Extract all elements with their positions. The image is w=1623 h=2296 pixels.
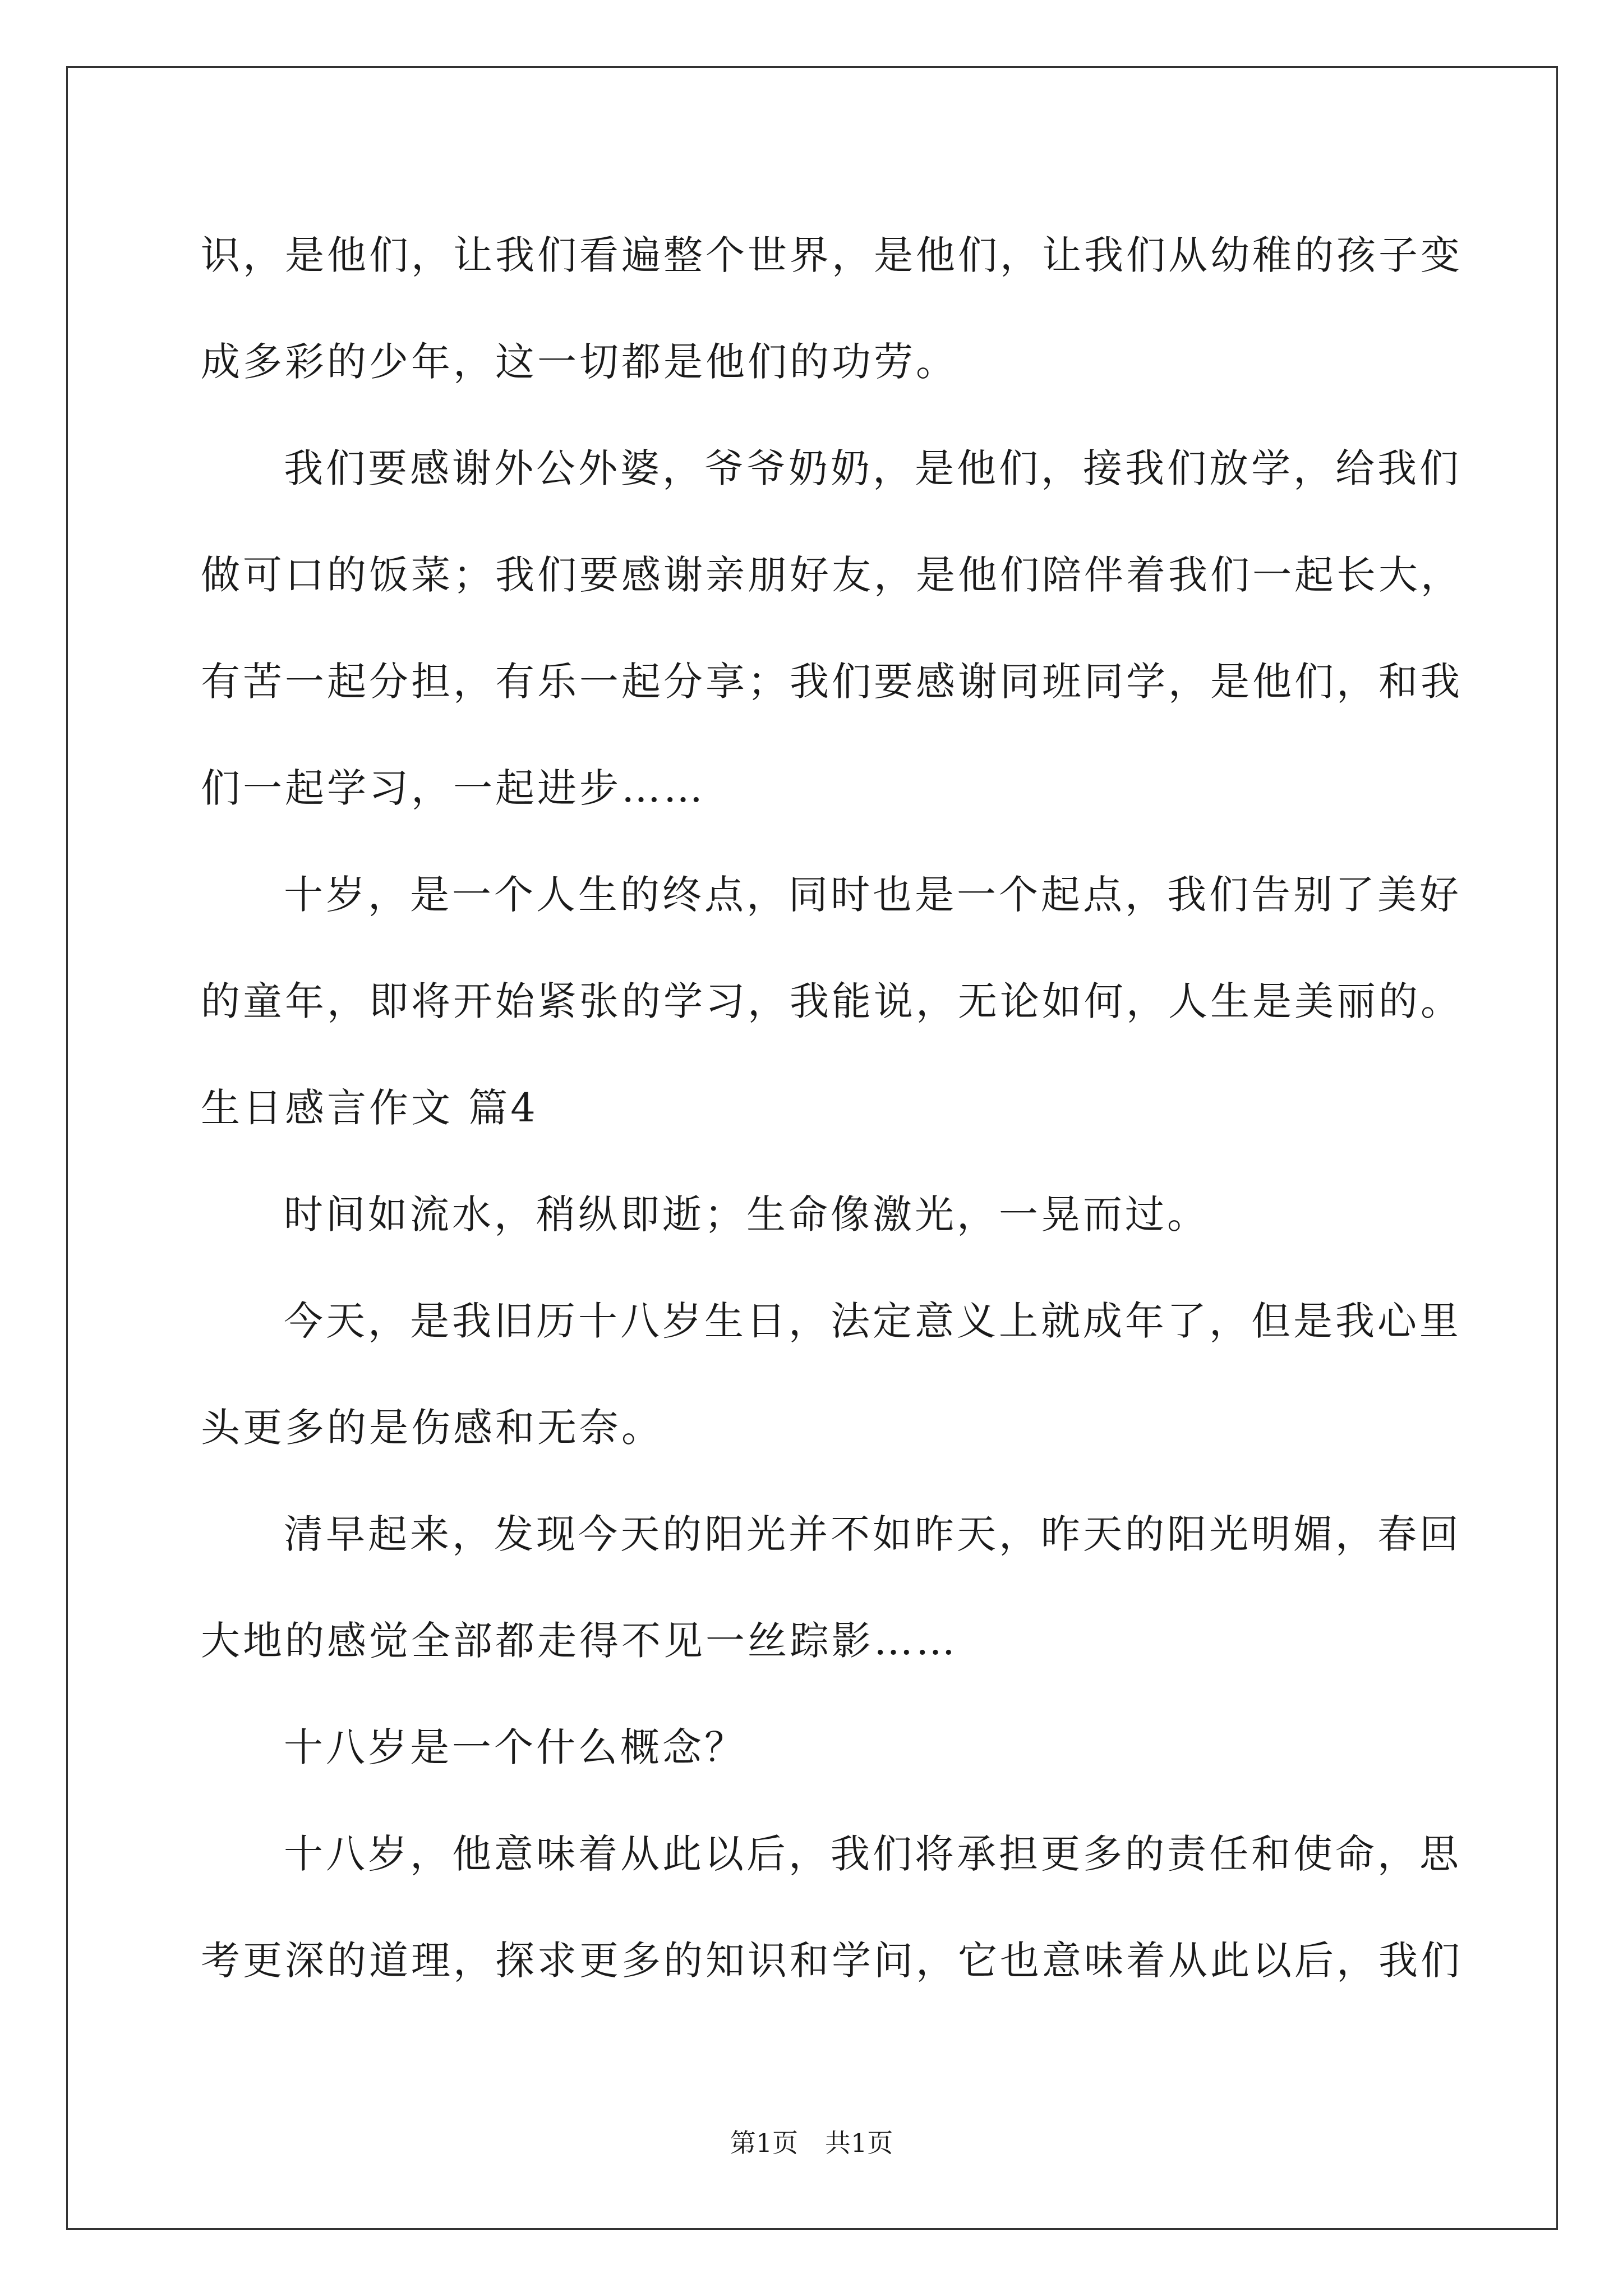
text-line-6: 们一起学习，一起进步……: [201, 765, 706, 811]
section-heading: 生日感言作文 篇4: [201, 1085, 538, 1131]
text-line-1: 识，是他们，让我们看遍整个世界，是他们，让我们从幼稚的孩子变: [201, 232, 1463, 278]
text-line-2: 成多彩的少年，这一切都是他们的功劳。: [201, 339, 958, 385]
text-line-16: 十八岁，他意味着从此以后，我们将承担更多的责任和使命，思: [284, 1831, 1461, 1877]
page-footer: [0, 2126, 1623, 2160]
document-body: [201, 202, 1463, 2014]
page-number-total: 共1页: [825, 2128, 893, 2158]
text-line-7: 十岁，是一个人生的终点，同时也是一个起点，我们告别了美好: [284, 872, 1461, 918]
page-number-current: 第1页: [730, 2128, 798, 2158]
text-line-8: 的童年，即将开始紧张的学习，我能说，无论如何，人生是美丽的。: [201, 978, 1463, 1024]
text-line-4: 做可口的饭菜；我们要感谢亲朋好友，是他们陪伴着我们一起长大，: [201, 552, 1463, 598]
text-line-3: 我们要感谢外公外婆，爷爷奶奶，是他们，接我们放学，给我们: [284, 445, 1461, 491]
text-line-12: 头更多的是伤感和无奈。: [201, 1405, 663, 1451]
text-line-15: 十八岁是一个什么概念？: [284, 1724, 746, 1770]
text-line-11: 今天，是我旧历十八岁生日，法定意义上就成年了，但是我心里: [284, 1298, 1461, 1344]
text-line-13: 清早起来，发现今天的阳光并不如昨天，昨天的阳光明媚，春回: [284, 1511, 1461, 1557]
text-line-10: 时间如流水，稍纵即逝；生命像激光，一晃而过。: [284, 1191, 1209, 1237]
text-line-14: 大地的感觉全部都走得不见一丝踪影……: [201, 1618, 958, 1664]
text-line-17: 考更深的道理，探求更多的知识和学问，它也意味着从此以后，我们: [201, 1938, 1463, 1984]
text-line-5: 有苦一起分担，有乐一起分享；我们要感谢同班同学，是他们，和我: [201, 659, 1463, 705]
